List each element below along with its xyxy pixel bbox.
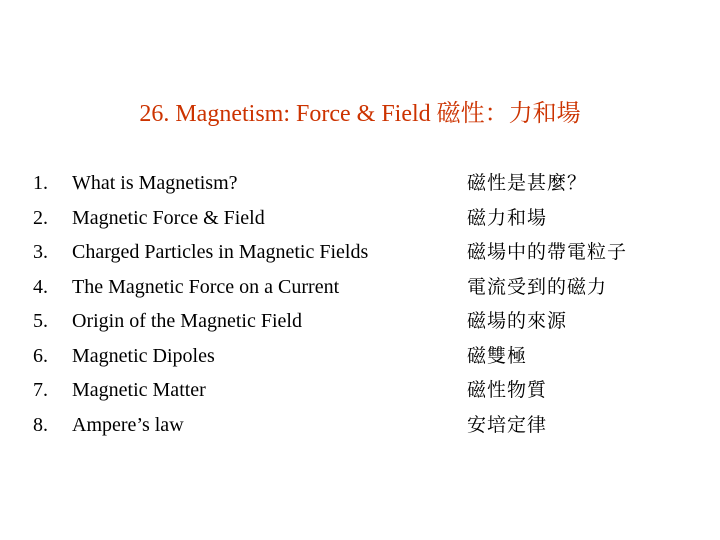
item-english-label: Charged Particles in Magnetic Fields	[72, 241, 369, 263]
item-english-label: Origin of the Magnetic Field	[72, 310, 302, 332]
item-number: 5.	[33, 310, 48, 332]
item-chinese-label: 磁力和場	[467, 206, 548, 229]
list-item	[0, 270, 720, 304]
item-chinese-label: 磁場中的帶電粒子	[467, 241, 628, 263]
list-item	[0, 235, 720, 269]
item-chinese-label: 電流受到的磁力	[467, 275, 608, 298]
item-number: 1.	[33, 172, 48, 194]
item-number: 3.	[33, 241, 48, 263]
item-number: 7.	[33, 379, 48, 401]
item-chinese-label: 磁場的來源	[467, 310, 568, 332]
item-english-label: Magnetic Matter	[72, 379, 206, 401]
item-chinese-label: 磁性是甚麼？	[467, 172, 588, 194]
item-number: 6.	[33, 344, 48, 367]
item-english-label: Magnetic Force & Field	[72, 206, 265, 229]
item-english-label: Magnetic Dipoles	[72, 344, 215, 367]
list-item	[0, 408, 720, 442]
item-chinese-label: 磁性物質	[467, 379, 548, 401]
item-number: 2.	[33, 206, 48, 229]
slide-title: 26. Magnetism: Force & Field 磁性：力和場	[139, 101, 581, 127]
list-item	[0, 201, 720, 235]
list-item	[0, 373, 720, 407]
item-chinese-label: 磁雙極	[467, 344, 528, 367]
list-item	[0, 339, 720, 373]
item-chinese-label: 安培定律	[467, 413, 548, 436]
item-english-label: The Magnetic Force on a Current	[72, 275, 340, 298]
item-english-label: Ampere’s law	[72, 413, 184, 436]
item-number: 4.	[33, 275, 48, 298]
list-item	[0, 166, 720, 200]
item-number: 8.	[33, 413, 48, 436]
list-item	[0, 304, 720, 338]
item-english-label: What is Magnetism?	[72, 172, 238, 194]
